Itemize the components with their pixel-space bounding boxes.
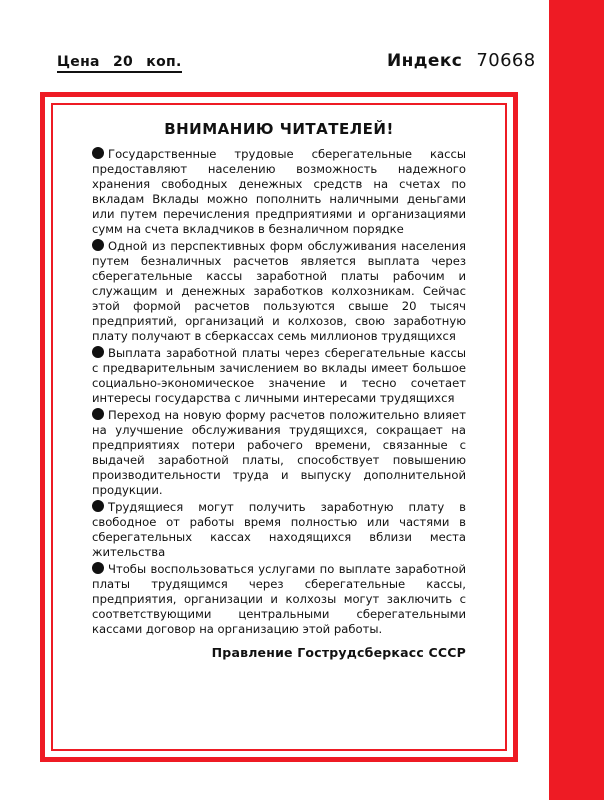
notice-signature: Правление Гострудсберкасс СССР: [211, 645, 466, 660]
index-label: [387, 50, 536, 71]
bullet-icon: [92, 147, 104, 159]
price-word: Цена: [57, 54, 100, 70]
index-value: 70668: [476, 50, 536, 71]
paragraph-text: Переход на новую форму расчетов положительно влияет на улучшение обслуживания трудящихся, сокращает на предприятиях потери рабочего времени, связанные с выдачей заработной платы, способствует повышению производительности труда и выпуску дополнительной продукции.: [92, 408, 466, 497]
bullet-icon: [92, 346, 104, 358]
bullet-icon: [92, 239, 104, 251]
notice-paragraph: [92, 147, 466, 237]
price-label: [57, 54, 182, 73]
bullet-icon: [92, 408, 104, 420]
paragraph-text: Одной из перспективных форм обслуживания населения путем безналичных расчетов является выплата через сберегательные кассы заработной платы рабочим и служащим и денежных заработков колхозникам. Сейчас этой формой расчетов пользуются свыше 20 тысяч предприятий, организаций и колхозов, свою заработную плату получают в сберкассах семь миллионов трудящихся: [92, 239, 466, 343]
paragraph-text: Трудящиеся могут получить заработную плату в свободное от работы время полностью или частями в сберегательных кассах находящихся вблизи места жительства: [92, 500, 466, 559]
notice-title: ВНИМАНИЮ ЧИТАТЕЛЕЙ!: [164, 120, 394, 138]
index-word: Индекс: [387, 51, 463, 71]
notice-paragraph: [92, 562, 466, 637]
notice-paragraph: [92, 500, 466, 560]
paragraph-text: Государственные трудовые сберегательные кассы предоставляют населению возможность надежного хранения свободных денежных средств на счетах по вкладам Вклады можно пополнить наличными деньгами или путем перечисления предприятиями и организациями сумм на счета вкладчиков в безналичном порядке: [92, 147, 466, 236]
notice-paragraph: [92, 408, 466, 498]
price-value: 20: [113, 54, 134, 70]
notice-paragraph: [92, 239, 466, 344]
bullet-icon: [92, 562, 104, 574]
price-unit: коп.: [146, 54, 182, 70]
notice-paragraph: [92, 346, 466, 406]
paragraph-text: Чтобы воспользоваться услугами по выплате заработной платы трудящимся через сберегательные кассы, предприятия, организации и колхозы могут заключить с соответствующими центральными сберегательными кассами договор на организацию этой работы.: [92, 562, 466, 636]
bullet-icon: [92, 500, 104, 512]
notice-content: [92, 120, 466, 660]
red-side-strip: [549, 0, 604, 800]
paragraph-text: Выплата заработной платы через сберегательные кассы с предварительным зачислением во вклады имеет большое социально-экономическое значение и тесно сочетает интересы государства с личными интересами трудящихся: [92, 346, 466, 405]
